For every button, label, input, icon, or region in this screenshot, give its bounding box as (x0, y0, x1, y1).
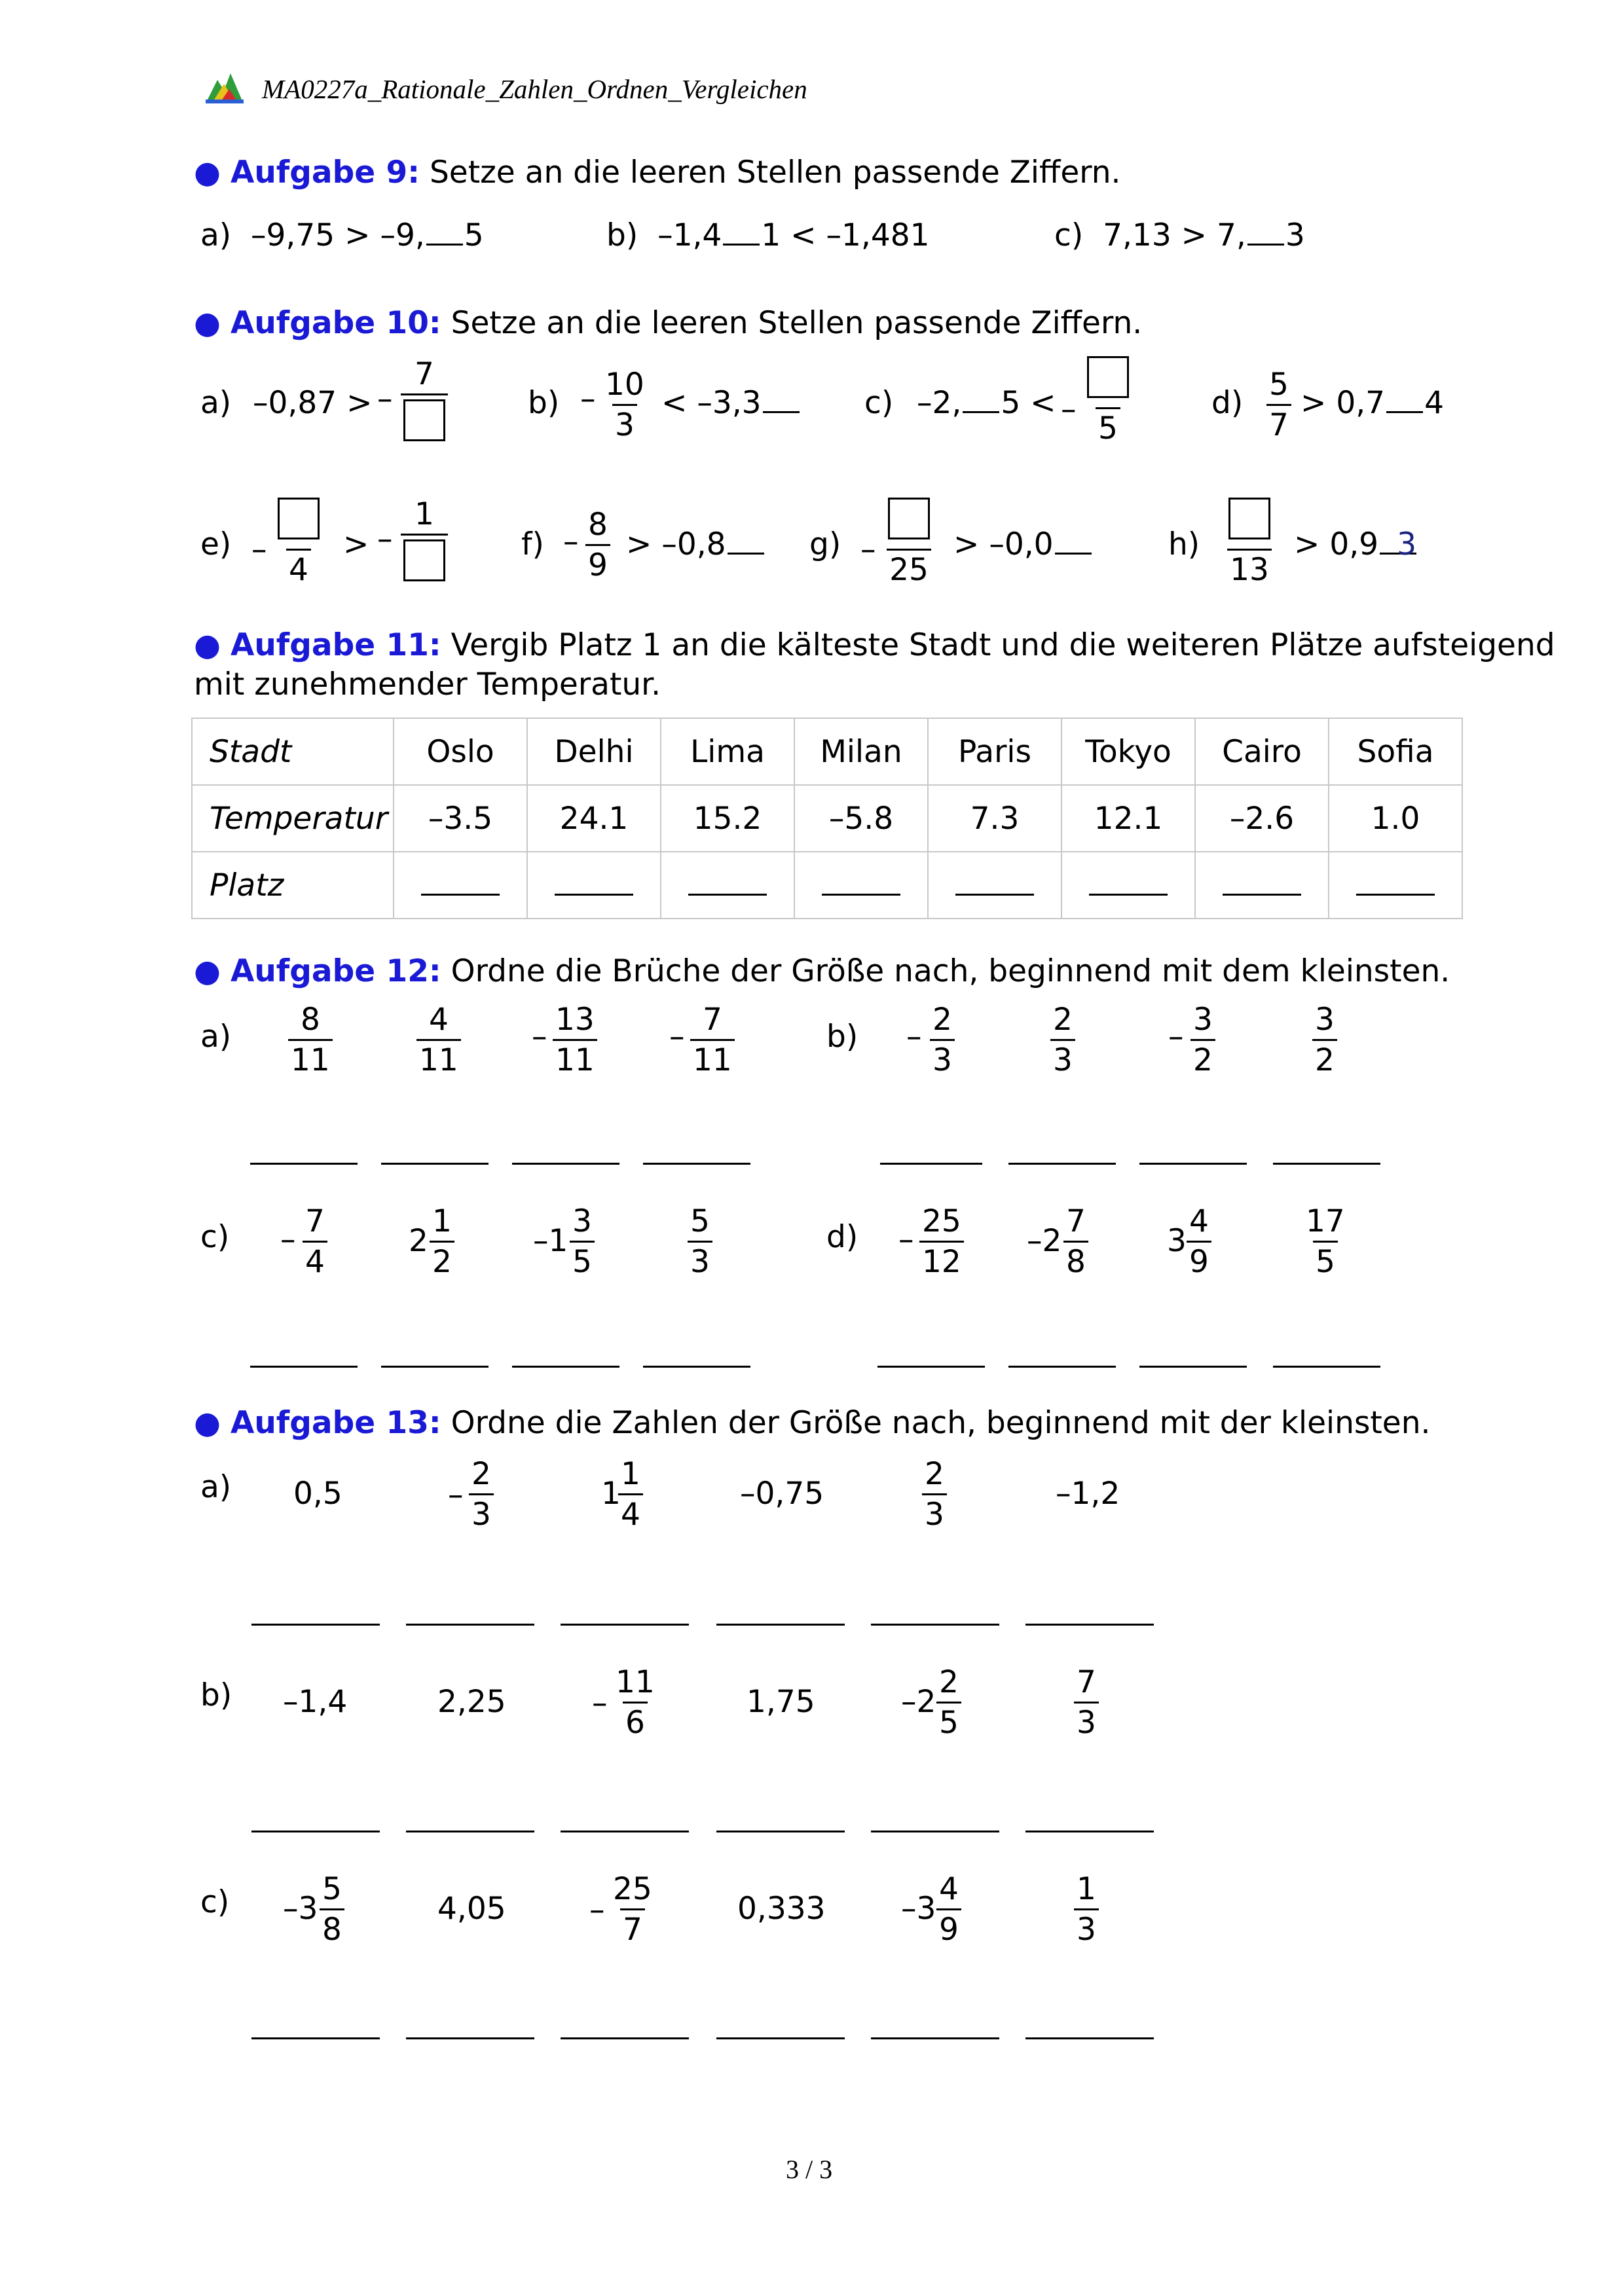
denominator: 4 (618, 1493, 643, 1530)
task-9-heading (194, 155, 1120, 191)
numerator: 2 (932, 1002, 952, 1038)
digit-blank[interactable] (723, 217, 760, 246)
answer-line[interactable] (1025, 1624, 1154, 1626)
fraction (1187, 1203, 1211, 1280)
fraction (602, 369, 647, 441)
digit-box[interactable] (888, 498, 930, 539)
task-9-text: Setze an die leeren Stellen passende Ziffern. (429, 155, 1121, 191)
expression-text: > –0,0 (953, 526, 1054, 562)
answer-line[interactable] (1139, 1163, 1247, 1165)
fraction (303, 1203, 327, 1280)
number: 0,5 (293, 1476, 342, 1512)
expression-text: 4 (1424, 385, 1444, 421)
fraction (690, 1004, 735, 1076)
task-label: e) (200, 526, 232, 562)
answer-line[interactable] (406, 1624, 534, 1626)
fraction (585, 509, 610, 581)
answer-line[interactable] (1008, 1366, 1116, 1368)
numerator: 3 (1315, 1002, 1335, 1038)
expression-text: > 0,9 (1294, 526, 1379, 562)
expression-text: > 0,7 (1301, 385, 1386, 421)
denominator: 11 (690, 1039, 735, 1076)
whole-number: 1 (601, 1476, 621, 1512)
document-title: MA0227a_Rationale_Zahlen_Ordnen_Vergleichen (262, 74, 807, 104)
answer-line[interactable] (561, 2037, 689, 2039)
task-9c (1054, 217, 1305, 253)
numerator: 25 (922, 1203, 961, 1239)
minus-sign: – (580, 381, 596, 417)
numerator: 17 (1306, 1203, 1345, 1239)
answer-line[interactable] (871, 2037, 999, 2039)
numerator: 7 (1077, 1664, 1096, 1700)
expression (626, 526, 766, 562)
numerator: 2 (925, 1456, 944, 1492)
task-label: d) (826, 1219, 858, 1255)
fraction (275, 498, 322, 588)
table-cell: 12.1 (1061, 785, 1195, 852)
denominator (401, 534, 448, 587)
expression: –0,87 > (253, 385, 373, 421)
numerator: 8 (588, 507, 608, 543)
fraction (1226, 498, 1273, 588)
task-label: f) (521, 526, 544, 562)
denominator: 9 (936, 1908, 961, 1945)
table-cell: –3.5 (394, 785, 527, 852)
table-cell: Tokyo (1061, 718, 1195, 785)
task-12-heading (194, 953, 1450, 989)
fraction (288, 1004, 333, 1076)
denominator: 5 (570, 1241, 595, 1277)
answer-line[interactable] (716, 1831, 845, 1832)
expression: 3 (1285, 217, 1305, 253)
numerator: 11 (616, 1664, 655, 1700)
numerator: 2 (1053, 1002, 1073, 1038)
task-label: g) (809, 526, 841, 562)
answer-line[interactable] (716, 2037, 845, 2039)
denominator: 8 (320, 1908, 344, 1945)
denominator: 25 (887, 549, 931, 585)
answer-line[interactable] (251, 1624, 380, 1626)
denominator: 9 (1187, 1241, 1211, 1277)
task-label: a) (200, 217, 232, 253)
denominator: 9 (585, 544, 610, 581)
fraction (430, 1203, 454, 1280)
fraction (688, 1203, 712, 1280)
expression: –1,4 (657, 217, 722, 253)
denominator: 11 (416, 1039, 461, 1076)
fraction (1190, 1004, 1215, 1076)
denominator: 5 (936, 1702, 961, 1738)
fraction (1084, 356, 1132, 444)
fraction (936, 1871, 961, 1948)
table-cell: 1.0 (1329, 785, 1462, 852)
table-cell: –2.6 (1195, 785, 1329, 852)
denominator: 11 (288, 1039, 333, 1076)
minus-sign: – (280, 1222, 296, 1258)
whole-number: 2 (409, 1223, 428, 1259)
fraction (618, 1456, 643, 1533)
digit-blank[interactable] (1055, 526, 1092, 555)
task-label: a) (200, 1469, 232, 1505)
minus-sign: – (860, 532, 876, 568)
fraction (610, 1871, 655, 1948)
answer-line[interactable] (381, 1366, 489, 1368)
table-row (192, 718, 1462, 785)
table-cell: Sofia (1329, 718, 1462, 785)
whole-number: 3 (1167, 1223, 1187, 1259)
table-cell: 7.3 (928, 785, 1061, 852)
task-11-text: Vergib Platz 1 an die kälteste Stadt und die weiteren Plätze aufsteigend (451, 627, 1555, 663)
place-blank[interactable] (688, 870, 767, 896)
answer-line[interactable] (381, 1163, 489, 1165)
task-10-name: Aufgabe 10: (230, 305, 441, 341)
fraction (1063, 1203, 1088, 1280)
numerator: 4 (1189, 1203, 1209, 1239)
table-row (192, 852, 1462, 919)
bullet-icon: ● (194, 305, 221, 341)
answer-line[interactable] (406, 2037, 534, 2039)
expression (953, 526, 1093, 562)
minus-sign: – (377, 381, 393, 417)
numerator: 7 (305, 1203, 325, 1239)
table-cell: Paris (928, 718, 1061, 785)
place-blank[interactable] (1356, 870, 1435, 896)
digit-box[interactable] (1228, 498, 1270, 539)
table-cell: –5.8 (794, 785, 928, 852)
answer-line[interactable] (1025, 2037, 1154, 2039)
task-11-text-line2: mit zunehmender Temperatur. (194, 666, 661, 702)
minus-sign: – (448, 1477, 464, 1513)
numerator (275, 498, 322, 549)
table-cell: Delhi (527, 718, 661, 785)
task-label: c) (200, 1884, 230, 1920)
digit-blank[interactable] (1386, 385, 1423, 413)
task-label: b) (528, 385, 560, 421)
task-11-name: Aufgabe 11: (230, 627, 441, 663)
expression-text: –2, (917, 385, 962, 421)
answer-line[interactable] (561, 1831, 689, 1832)
fraction (320, 1871, 344, 1948)
numerator: 2 (939, 1664, 959, 1700)
task-label: b) (200, 1677, 232, 1713)
task-9b (606, 217, 930, 253)
denominator: 3 (688, 1241, 712, 1277)
minus-sign: – (1168, 1019, 1184, 1055)
numerator: 2 (471, 1456, 491, 1492)
task-13-heading (194, 1405, 1430, 1441)
whole-number: –3 (283, 1891, 318, 1927)
fraction (1074, 1871, 1099, 1948)
answer-line[interactable] (1273, 1366, 1380, 1368)
expression: 1 < –1,481 (761, 217, 930, 253)
task-10-heading (194, 305, 1142, 341)
number: 2,25 (437, 1684, 506, 1720)
task-label: b) (606, 217, 638, 253)
numerator: 5 (690, 1203, 710, 1239)
task-label: b) (826, 1019, 858, 1055)
numerator: 3 (572, 1203, 592, 1239)
denominator: 3 (1050, 1039, 1075, 1076)
task-label: c) (864, 385, 894, 421)
denominator: 4 (303, 1241, 327, 1277)
table-cell: Milan (794, 718, 928, 785)
fraction (401, 496, 448, 587)
fraction (1074, 1664, 1099, 1741)
number: –1,2 (1056, 1476, 1120, 1512)
minus-sign: – (532, 1019, 547, 1055)
fraction (1303, 1203, 1348, 1280)
expression: –9,75 > –9, (251, 217, 425, 253)
task-label: a) (200, 385, 232, 421)
digit-box[interactable] (278, 498, 320, 539)
number: –1,4 (283, 1684, 348, 1720)
row-header: Platz (192, 852, 394, 919)
denominator: 11 (553, 1039, 597, 1076)
answer-line[interactable] (880, 1163, 982, 1165)
place-blank[interactable] (555, 870, 633, 896)
denominator: 7 (620, 1908, 645, 1945)
answer-line[interactable] (250, 1163, 358, 1165)
answer-line[interactable] (716, 1624, 845, 1626)
answer-line[interactable] (512, 1366, 619, 1368)
denominator: 13 (1227, 549, 1272, 585)
table-cell: Cairo (1195, 718, 1329, 785)
answer-line[interactable] (877, 1366, 985, 1368)
expression (1301, 385, 1444, 421)
answer-line[interactable] (643, 1163, 750, 1165)
whole-number: –3 (901, 1891, 936, 1927)
denominator: 6 (623, 1702, 648, 1738)
numerator: 1 (1077, 1871, 1096, 1907)
expression-text: > –0,8 (626, 526, 726, 562)
whole-number: –1 (533, 1223, 568, 1259)
logo-icon (204, 71, 245, 105)
denominator: 2 (1190, 1039, 1215, 1076)
denominator: 3 (612, 404, 637, 441)
numerator: 1 (415, 496, 434, 532)
answer-line[interactable] (250, 1366, 358, 1368)
digit-box[interactable] (1087, 356, 1129, 398)
row-header: Stadt (192, 718, 394, 785)
denominator: 3 (922, 1493, 947, 1530)
fraction (570, 1203, 595, 1280)
temperature-table (191, 718, 1463, 919)
bullet-icon: ● (194, 627, 221, 663)
table-cell: Lima (661, 718, 794, 785)
numerator: 8 (300, 1002, 320, 1038)
numerator: 5 (322, 1871, 342, 1907)
denominator: 2 (1312, 1039, 1337, 1076)
fraction (613, 1664, 657, 1741)
task-9a (200, 217, 484, 253)
task-12-text: Ordne die Brüche der Größe nach, beginnend mit dem kleinsten. (451, 953, 1450, 989)
numerator: 7 (1066, 1203, 1086, 1239)
number: 0,333 (737, 1891, 826, 1927)
digit-blank[interactable] (963, 385, 999, 413)
digit-blank[interactable] (1247, 217, 1284, 246)
expression: > (343, 526, 369, 562)
fraction (401, 356, 448, 446)
minus-sign: – (563, 524, 579, 560)
answer-line[interactable] (512, 1163, 619, 1165)
expression: 7,13 > 7, (1103, 217, 1246, 253)
answer-line[interactable] (251, 1831, 380, 1832)
denominator (401, 393, 448, 446)
fraction (1312, 1004, 1337, 1076)
fraction (1050, 1004, 1075, 1076)
numerator: 13 (555, 1002, 595, 1038)
bullet-icon: ● (194, 953, 221, 989)
task-label: c) (1054, 217, 1084, 253)
answer-line[interactable] (406, 1831, 534, 1832)
minus-sign: – (589, 1892, 605, 1928)
numerator: 4 (939, 1871, 959, 1907)
expression (661, 385, 801, 421)
denominator: 5 (1096, 407, 1120, 444)
fraction (553, 1004, 597, 1076)
denominator: 3 (1074, 1908, 1099, 1945)
task-label: c) (200, 1219, 230, 1255)
fraction (936, 1664, 961, 1741)
minus-sign: – (906, 1019, 922, 1055)
numerator: 7 (702, 1002, 722, 1038)
task-label: h) (1168, 526, 1200, 562)
expression (1294, 526, 1418, 562)
numerator: 7 (415, 356, 434, 392)
denominator: 2 (430, 1241, 454, 1277)
answer-line[interactable] (561, 1624, 689, 1626)
expression-text: < –3,3 (661, 385, 762, 421)
answer-line[interactable] (1008, 1163, 1116, 1165)
answer-line[interactable] (1025, 1831, 1154, 1832)
expression (917, 385, 1056, 421)
answer-line[interactable] (871, 1624, 999, 1626)
place-blank[interactable] (1089, 870, 1168, 896)
numerator: 3 (1193, 1002, 1213, 1038)
task-10-text: Setze an die leeren Stellen passende Ziffern. (451, 305, 1143, 341)
denominator: 3 (930, 1039, 955, 1076)
digit-blank[interactable] (426, 217, 463, 246)
minus-sign: – (898, 1222, 914, 1258)
row-header: Temperatur (192, 785, 394, 852)
fraction (885, 498, 932, 588)
task-label: a) (200, 1019, 232, 1055)
task-9-name: Aufgabe 9: (230, 155, 420, 191)
minus-sign: – (669, 1019, 685, 1055)
page-number: 3 / 3 (786, 2155, 833, 2184)
denominator: 3 (469, 1493, 494, 1530)
answer-line[interactable] (251, 2037, 380, 2039)
task-13-name: Aufgabe 13: (230, 1405, 441, 1441)
minus-sign: – (251, 532, 267, 568)
denominator: 8 (1063, 1241, 1088, 1277)
numerator: 1 (621, 1456, 640, 1492)
digit-box[interactable] (403, 539, 445, 581)
table-cell: 24.1 (527, 785, 661, 852)
task-12-name: Aufgabe 12: (230, 953, 441, 989)
answer-line[interactable] (1273, 1163, 1380, 1165)
digit-blank[interactable] (763, 385, 800, 413)
place-blank[interactable] (1223, 870, 1301, 896)
denominator: 3 (1074, 1702, 1099, 1738)
numerator: 5 (1269, 367, 1289, 403)
number: 1,75 (747, 1684, 815, 1720)
table-cell: Oslo (394, 718, 527, 785)
numerator: 10 (605, 367, 644, 403)
task-11-heading (194, 627, 1555, 663)
answer-line[interactable] (643, 1366, 750, 1368)
bullet-icon: ● (194, 155, 221, 191)
numerator: 1 (432, 1203, 452, 1239)
expression: 5 (464, 217, 484, 253)
minus-sign: – (377, 521, 393, 557)
denominator: 12 (919, 1241, 964, 1277)
whole-number: –2 (1027, 1223, 1062, 1259)
numerator: 4 (428, 1002, 449, 1038)
minus-sign: – (1061, 392, 1077, 428)
digit-blank[interactable] (728, 526, 764, 555)
whole-number: –2 (901, 1684, 936, 1720)
fraction (469, 1456, 494, 1533)
denominator: 7 (1266, 404, 1291, 441)
numerator (1226, 498, 1273, 549)
numerator: 25 (613, 1871, 652, 1907)
digit-blank-filled[interactable]: 3 (1380, 526, 1416, 555)
numerator (1084, 356, 1132, 407)
place-blank[interactable] (955, 870, 1034, 896)
number: –0,75 (740, 1476, 824, 1512)
answer-line[interactable] (871, 1831, 999, 1832)
bullet-icon: ● (194, 1405, 221, 1441)
table-cell: 15.2 (661, 785, 794, 852)
task-label: d) (1211, 385, 1244, 421)
minus-sign: – (592, 1685, 608, 1721)
place-blank[interactable] (421, 870, 500, 896)
denominator: 5 (1313, 1241, 1338, 1277)
digit-box[interactable] (403, 399, 445, 441)
denominator: 4 (286, 549, 311, 585)
task-13-text: Ordne die Zahlen der Größe nach, beginnend mit der kleinsten. (451, 1405, 1431, 1441)
place-blank[interactable] (822, 870, 900, 896)
fraction (919, 1203, 964, 1280)
expression-text: 5 < (1001, 385, 1056, 421)
number: 4,05 (437, 1891, 506, 1927)
fraction (1266, 369, 1291, 441)
fraction (930, 1004, 955, 1076)
fraction (922, 1456, 947, 1533)
numerator (885, 498, 932, 549)
fraction (416, 1004, 461, 1076)
table-row (192, 785, 1462, 852)
answer-line[interactable] (1139, 1366, 1247, 1368)
